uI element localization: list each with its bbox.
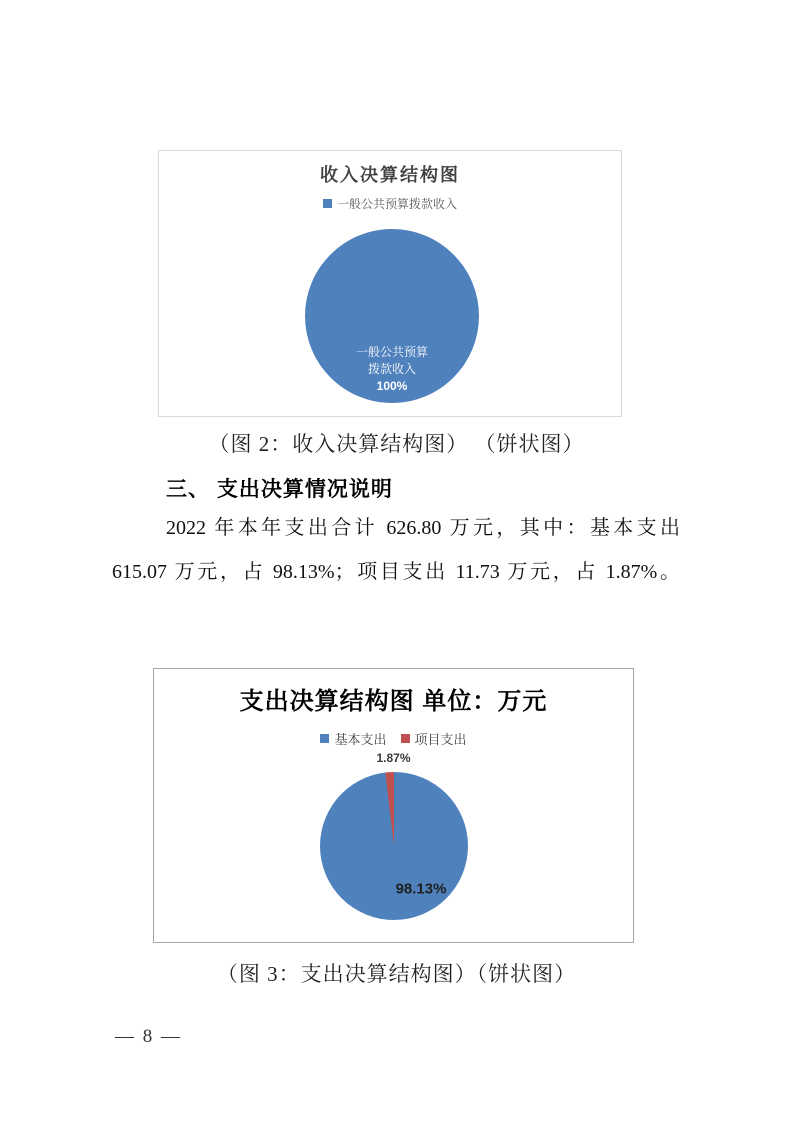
legend-swatch-blue-icon	[320, 734, 329, 743]
expense-pie-major-label: 98.13%	[395, 880, 447, 898]
paragraph-line-1: 2022 年本年支出合计 626.80 万元，其中：基本支出	[166, 517, 680, 539]
legend-label: 项目支出	[414, 732, 467, 747]
paragraph-line-2: 615.07 万元，占 98.13%；项目支出 11.73 万元，占 1.87%。	[112, 561, 680, 583]
page-number: — 8 —	[115, 1026, 182, 1047]
expense-pie	[320, 772, 468, 920]
figure2-caption: （图 2：收入决算结构图） （饼状图）	[208, 432, 585, 456]
slice-label-percent: 100%	[376, 379, 408, 393]
expense-chart-title: 支出决算结构图 单位：万元	[239, 688, 548, 715]
legend-swatch-red-icon	[401, 734, 410, 743]
legend-item-project-expense	[401, 729, 467, 748]
income-chart-legend	[159, 195, 621, 212]
income-chart-title: 收入决算结构图	[320, 165, 460, 185]
expense-summary-paragraph	[112, 506, 680, 594]
income-pie-slice-label	[332, 344, 452, 395]
figure3-caption: （图 3：支出决算结构图）（饼状图）	[216, 962, 577, 986]
legend-item-general-budget	[323, 195, 457, 212]
expense-chart-legend	[154, 729, 633, 748]
legend-label: 基本支出	[334, 732, 387, 747]
expense-pie-minor-label: 1.87%	[376, 751, 411, 765]
slice-label-line1: 一般公共预算	[355, 345, 428, 359]
expense-chart-frame	[153, 668, 634, 943]
section3-heading: 三、 支出决算情况说明	[166, 478, 393, 501]
legend-swatch-blue-icon	[323, 199, 332, 208]
slice-label-line2: 拨款收入	[367, 362, 416, 376]
legend-label: 一般公共预算拨款收入	[336, 197, 457, 211]
income-chart-frame	[158, 150, 622, 417]
legend-item-basic-expense	[320, 729, 386, 748]
